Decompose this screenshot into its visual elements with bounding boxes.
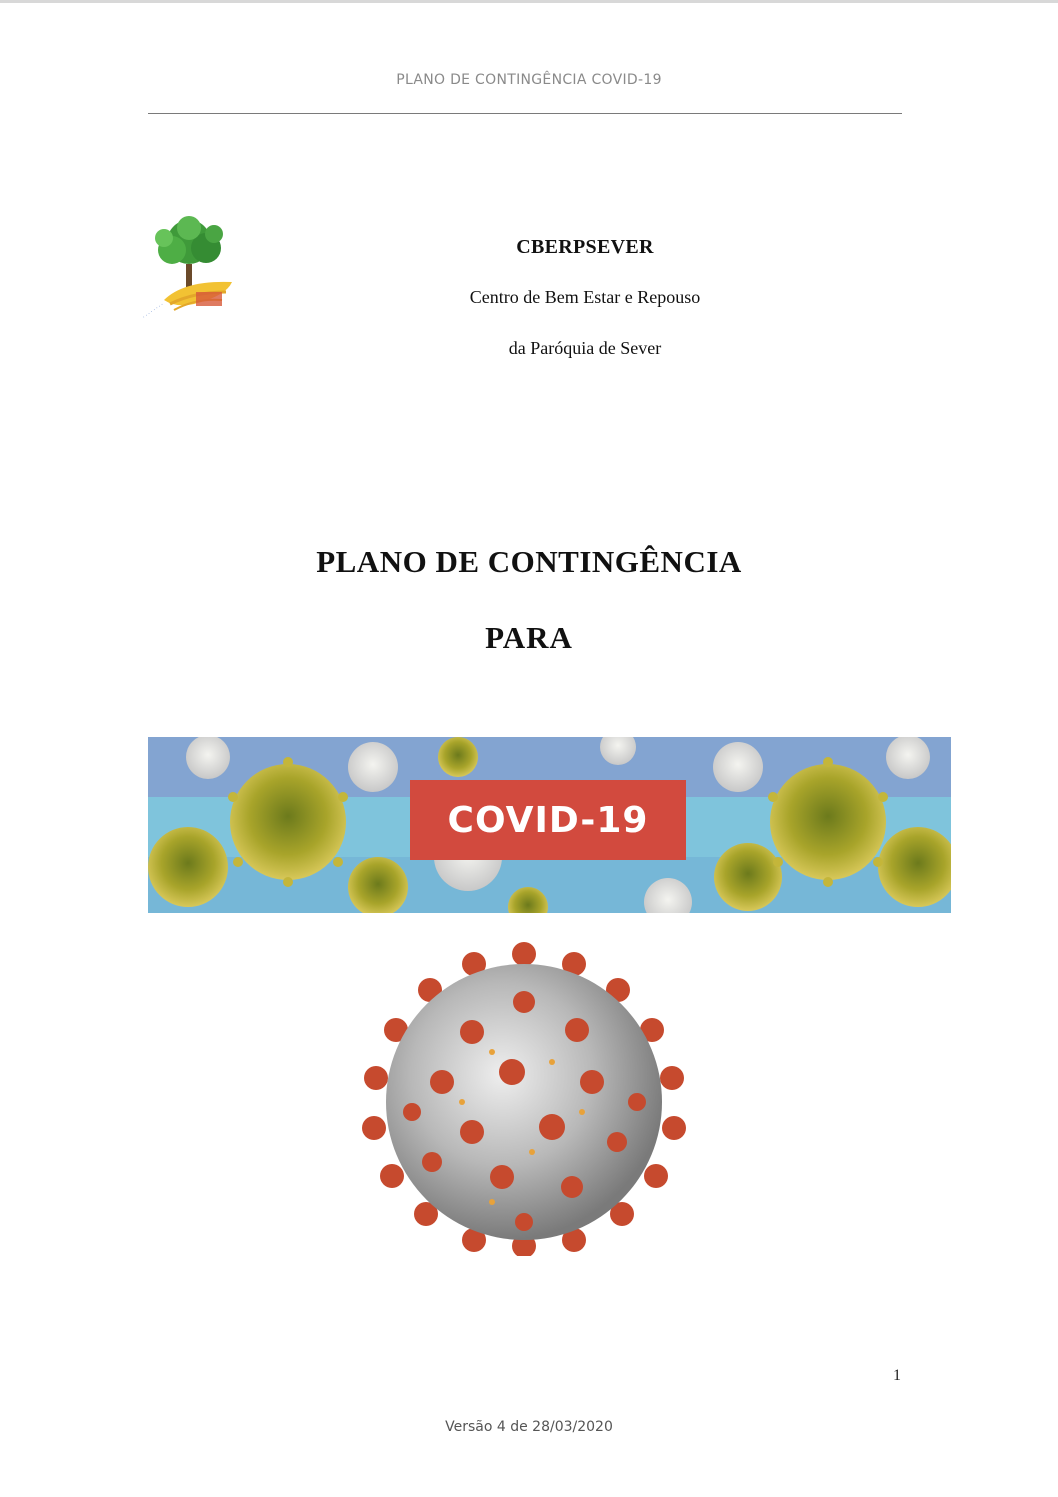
version-footer: Versão 4 de 28/03/2020 <box>445 1419 613 1435</box>
organization-logo <box>134 212 244 332</box>
page-top-edge <box>0 0 1058 3</box>
hands-icon <box>164 282 232 310</box>
logo-circle-text <box>142 302 165 321</box>
organization-subtitle-line2: da Paróquia de Sever <box>508 338 662 358</box>
svg-text:· · · · · · · ·: · · · · · · · · <box>141 301 165 321</box>
organization-name: CBERPSEVER <box>516 236 654 258</box>
banner-label: COVID-19 <box>447 799 649 841</box>
running-header: PLANO DE CONTINGÊNCIA COVID-19 <box>396 72 662 88</box>
document-title-line2: PARA <box>485 620 573 655</box>
coronavirus-illustration <box>352 942 696 1256</box>
page-number: 1 <box>893 1367 901 1384</box>
document-title-line1: PLANO DE CONTINGÊNCIA <box>316 544 742 579</box>
organization-subtitle-line1: Centro de Bem Estar e Repouso <box>469 287 701 307</box>
header-rule <box>148 113 902 114</box>
